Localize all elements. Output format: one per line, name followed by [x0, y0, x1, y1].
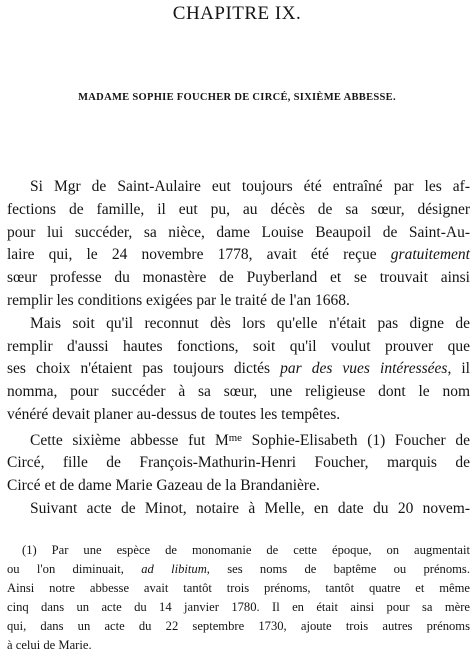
text-line: Circé et de dame Marie Gazeau de la Brandanière. — [7, 477, 320, 495]
text-run: Sophie-Elisabeth (1) Foucher de — [242, 431, 471, 449]
text-line: nomma, pour succéder à sa sœur, une religieuse dont le nom — [7, 383, 470, 401]
footnote-line: (1) Par une espèce de monomanie de cette époque, on augmentait — [22, 543, 470, 557]
text-line: Circé, fille de François-Mathurin-Henri Foucher, marquis de — [7, 454, 470, 472]
text-line: remplir d'aussi hautes fonctions, soit qu'il voulut prouver que — [7, 337, 470, 355]
footnote-line: Ainsi notre abbesse avait tantôt trois prénoms, tantôt quatre et même — [7, 581, 470, 595]
text-line — [7, 427, 470, 453]
text-line: sœur professe du monastère de Puyberland et se trouvait ainsi — [7, 269, 470, 287]
italic-text: ad libitum — [141, 562, 207, 576]
italic-text: par des vues intéressées — [280, 360, 448, 378]
paragraph-2 — [7, 313, 470, 427]
text-run: , il — [447, 360, 470, 378]
paragraph-3 — [7, 427, 470, 498]
text-line — [7, 358, 470, 381]
text-line: Suivant acte de Minot, notaire à Melle, en date du 20 novem- — [30, 499, 470, 517]
footnote-line: qui, dans un acte du 22 septembre 1730, ajoute trois autres prénoms — [7, 619, 470, 633]
text-run: ou l'on diminuait, — [7, 562, 142, 576]
superscript: me — [228, 431, 242, 444]
footnote-line: à celui de Marie. — [7, 638, 92, 652]
italic-text: gratuitement — [390, 246, 470, 264]
paragraph-1 — [7, 176, 470, 313]
text-line: Si Mgr de Saint-Aulaire eut toujours été entraîné par les af- — [30, 178, 470, 195]
text-line: fections de famille, il eut pu, au décès de sa sœur, désigner — [7, 200, 470, 218]
text-run: Cette sixième abbesse fut M — [30, 431, 229, 449]
text-run: ses choix n'étaient pas toujours dictés — [7, 360, 281, 378]
text-line: remplir les conditions exigées par le traité de l'an 1668. — [7, 291, 350, 309]
chapter-heading: CHAPITRE IX. — [172, 3, 302, 24]
footnote-line — [7, 560, 470, 579]
text-line: pour lui succéder, sa nièce, dame Louise Beaupoil de Saint-Au- — [7, 223, 470, 241]
text-line: Mais soit qu'il reconnut dès lors qu'elle n'était pas digne de — [30, 314, 470, 332]
chapter-subtitle: MADAME SOPHIE FOUCHER DE CIRCÉ, SIXIÈME ABBESSE. — [78, 92, 396, 103]
text-line: vénéré devait planer au-dessus de toutes les tempêtes. — [7, 405, 341, 423]
body-text — [7, 176, 470, 521]
text-run: , ses noms de baptême ou prénoms. — [206, 562, 470, 576]
paragraph-4 — [7, 498, 470, 521]
text-run: laire qui, le 24 novembre 1778, avait été reçue — [7, 246, 391, 264]
footnote — [7, 541, 470, 655]
text-line — [7, 244, 470, 267]
footnote-line: cinq dans un acte du 14 janvier 1780. Il en était ainsi pour sa mère — [7, 600, 470, 614]
